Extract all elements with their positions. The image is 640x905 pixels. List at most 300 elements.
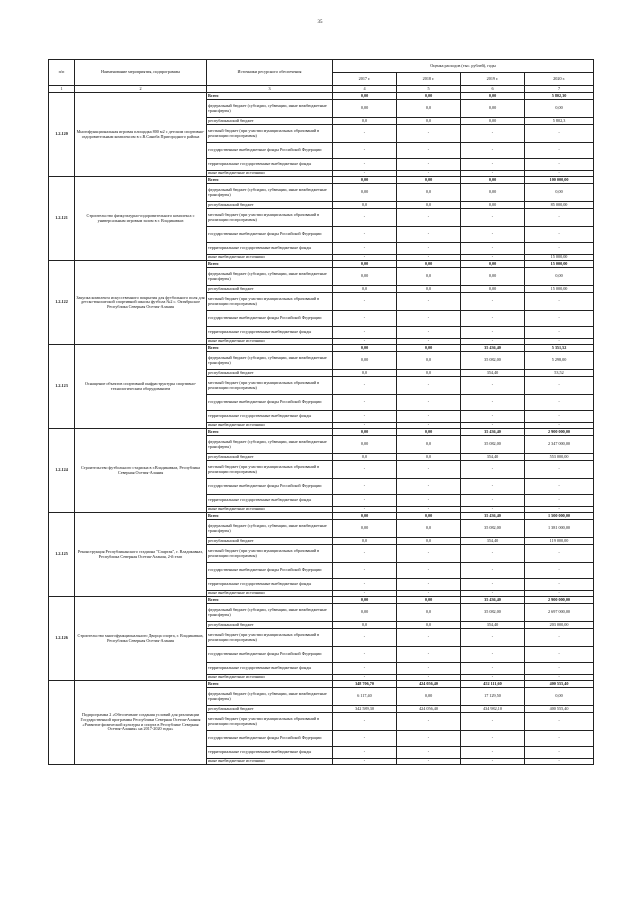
amount-cell: 434 982,10 <box>461 706 525 713</box>
amount-cell: - <box>397 545 461 563</box>
amount-cell: 0,0 <box>333 538 397 545</box>
amount-cell: 100 000,00 <box>525 177 594 184</box>
amount-cell: - <box>461 243 525 255</box>
item-name: Подпрограмма 2 «Обеспечение создания условий для реализации Государственной программы Республики Северная Осетия-Алания «Развитие физической культуры и спорта в Республике Северная Осетия-Алания» на 2017-2020 годы» <box>75 681 207 765</box>
amount-cell: 0,00 <box>461 261 525 268</box>
amount-cell: - <box>333 209 397 227</box>
amount-cell: - <box>397 629 461 647</box>
funding-source: федеральный бюджет (субсидии, субвенции, иные межбюджетные трансферты) <box>207 268 333 286</box>
amount-cell: 0,00 <box>333 597 397 604</box>
item-name: Строительство многофункционального Дворца спорта, г. Владикавказ, Республика Северная Осетия-Алания <box>75 597 207 681</box>
funding-source: федеральный бюджет (субсидии, субвенции, иные межбюджетные трансферты) <box>207 604 333 622</box>
funding-source: территориальные государственные внебюджетные фонды <box>207 495 333 507</box>
amount-cell: - <box>397 507 461 513</box>
funding-source: местный бюджет (при участии муниципальных образований в реализации госпрограммы) <box>207 713 333 731</box>
amount-cell: - <box>461 423 525 429</box>
funding-source: республиканский бюджет <box>207 538 333 545</box>
item-name: Реконструкция Республиканского стадиона "Спартак", г. Владикавказ, Республика Северная Осетия-Алания, 2-й этап <box>75 513 207 597</box>
funding-source: территориальные государственные внебюджетные фонды <box>207 747 333 759</box>
amount-cell: - <box>333 495 397 507</box>
funding-source: республиканский бюджет <box>207 706 333 713</box>
amount-cell: - <box>333 227 397 243</box>
funding-source: местный бюджет (при участии муниципальных образований в реализации госпрограммы) <box>207 461 333 479</box>
amount-cell: - <box>461 731 525 747</box>
amount-cell: 0,00 <box>397 177 461 184</box>
amount-cell: - <box>397 731 461 747</box>
amount-cell: - <box>525 143 594 159</box>
amount-cell: - <box>397 563 461 579</box>
amount-cell: - <box>397 171 461 177</box>
amount-cell: 0,0 <box>333 286 397 293</box>
amount-cell: 0,00 <box>461 202 525 209</box>
amount-cell: 400 555,40 <box>525 681 594 688</box>
amount-cell: - <box>397 255 461 261</box>
amount-cell: 553 000,00 <box>525 454 594 461</box>
funding-source: территориальные государственные внебюджетные фонды <box>207 243 333 255</box>
amount-cell: 0,0 <box>397 202 461 209</box>
amount-cell: 0,0 <box>397 370 461 377</box>
funding-source: Всего <box>207 177 333 184</box>
funding-source: республиканский бюджет <box>207 286 333 293</box>
amount-cell: 0,00 <box>397 513 461 520</box>
amount-cell: 0,00 <box>461 177 525 184</box>
amount-cell: - <box>461 171 525 177</box>
amount-cell: 203 000,00 <box>525 622 594 629</box>
table-row-total <box>49 177 594 184</box>
budget-table <box>48 59 594 765</box>
amount-cell: - <box>397 209 461 227</box>
amount-cell: 348 706,70 <box>333 681 397 688</box>
amount-cell: - <box>461 327 525 339</box>
amount-cell: 15 000,00 <box>525 286 594 293</box>
amount-cell: 0,00 <box>525 184 594 202</box>
amount-cell: 0,00 <box>333 604 397 622</box>
funding-source: иные внебюджетные источники <box>207 423 333 429</box>
amount-cell: - <box>461 759 525 765</box>
amount-cell: - <box>397 675 461 681</box>
item-number: 1.2.126 <box>49 597 75 681</box>
amount-cell: 0,00 <box>461 118 525 125</box>
amount-cell: 2 900 000,00 <box>525 429 594 436</box>
amount-cell: - <box>333 629 397 647</box>
amount-cell: - <box>525 731 594 747</box>
amount-cell: 0,00 <box>333 520 397 538</box>
amount-cell: 0,0 <box>333 118 397 125</box>
amount-cell: - <box>525 629 594 647</box>
amount-cell: 35 082,00 <box>461 436 525 454</box>
funding-source: государственные внебюджетные фонды Российской Федерации <box>207 311 333 327</box>
amount-cell: - <box>333 675 397 681</box>
funding-source: территориальные государственные внебюджетные фонды <box>207 411 333 423</box>
funding-source: Всего <box>207 345 333 352</box>
item-name: Многофункциональная игровая площадка 800 м2 с детским спортивно-оздоровительным комплексом в с.В.Саниба Пригородного района <box>75 93 207 177</box>
header-row <box>49 60 594 73</box>
amount-cell: 0,0 <box>397 184 461 202</box>
amount-cell: - <box>525 579 594 591</box>
amount-cell: - <box>333 411 397 423</box>
amount-cell: - <box>333 293 397 311</box>
funding-source: республиканский бюджет <box>207 454 333 461</box>
amount-cell: - <box>461 579 525 591</box>
amount-cell: 35 436,40 <box>461 597 525 604</box>
amount-cell: 35 082,00 <box>461 520 525 538</box>
amount-cell: - <box>525 227 594 243</box>
table-row-total <box>49 261 594 268</box>
amount-cell: - <box>333 423 397 429</box>
year-header: 2017 г. <box>333 73 397 86</box>
amount-cell: - <box>461 647 525 663</box>
amount-cell: - <box>525 663 594 675</box>
amount-cell: - <box>397 159 461 171</box>
amount-cell: 0,0 <box>397 286 461 293</box>
amount-cell: 0,00 <box>461 286 525 293</box>
amount-cell: 15 000,00 <box>525 255 594 261</box>
amount-cell: 5 351,52 <box>525 345 594 352</box>
year-header: 2018 г. <box>397 73 461 86</box>
amount-cell: - <box>525 545 594 563</box>
amount-cell: - <box>461 507 525 513</box>
amount-cell: 452 111,60 <box>461 681 525 688</box>
funding-source: иные внебюджетные источники <box>207 171 333 177</box>
funding-source: территориальные государственные внебюджетные фонды <box>207 327 333 339</box>
amount-cell: - <box>461 461 525 479</box>
amount-cell: - <box>397 495 461 507</box>
amount-cell: 0,00 <box>397 429 461 436</box>
amount-cell: - <box>333 395 397 411</box>
amount-cell: 0,00 <box>397 345 461 352</box>
amount-cell: - <box>397 395 461 411</box>
index-cell: 4 <box>333 86 397 93</box>
amount-cell: - <box>333 713 397 731</box>
amount-cell: - <box>525 293 594 311</box>
amount-cell: 35 436,40 <box>461 345 525 352</box>
amount-cell: 6 117,40 <box>333 688 397 706</box>
funding-source: местный бюджет (при участии муниципальных образований в реализации госпрограммы) <box>207 125 333 143</box>
amount-cell: 354,40 <box>461 370 525 377</box>
amount-cell: - <box>525 411 594 423</box>
amount-cell: - <box>397 461 461 479</box>
amount-cell: - <box>461 377 525 395</box>
amount-cell: - <box>461 411 525 423</box>
amount-cell: - <box>333 663 397 675</box>
amount-cell: 0,00 <box>333 429 397 436</box>
amount-cell: 35 436,40 <box>461 429 525 436</box>
amount-cell: - <box>333 507 397 513</box>
amount-cell: - <box>461 255 525 261</box>
amount-cell: - <box>461 545 525 563</box>
amount-cell: - <box>525 563 594 579</box>
amount-cell: 0,00 <box>461 93 525 100</box>
amount-cell: 0,0 <box>397 268 461 286</box>
amount-cell: 0,00 <box>333 261 397 268</box>
year-header: 2020 г. <box>525 73 594 86</box>
amount-cell: 0,00 <box>333 436 397 454</box>
amount-cell: - <box>333 579 397 591</box>
amount-cell: 0,0 <box>333 370 397 377</box>
amount-cell: - <box>461 293 525 311</box>
funding-source: Всего <box>207 429 333 436</box>
amount-cell: - <box>333 339 397 345</box>
amount-cell: 0,00 <box>525 268 594 286</box>
amount-cell: - <box>461 629 525 647</box>
amount-cell: - <box>333 647 397 663</box>
funding-source: иные внебюджетные источники <box>207 255 333 261</box>
amount-cell: - <box>397 663 461 675</box>
funding-source: иные внебюджетные источники <box>207 339 333 345</box>
amount-cell: 2 900 000,00 <box>525 597 594 604</box>
amount-cell: - <box>461 311 525 327</box>
amount-cell: 0,00 <box>397 597 461 604</box>
funding-source: иные внебюджетные источники <box>207 759 333 765</box>
amount-cell: - <box>397 339 461 345</box>
amount-cell: - <box>525 675 594 681</box>
amount-cell: - <box>397 713 461 731</box>
funding-source: государственные внебюджетные фонды Российской Федерации <box>207 647 333 663</box>
amount-cell: 0,00 <box>525 688 594 706</box>
amount-cell: 5 802,30 <box>525 93 594 100</box>
item-name: Оснащение объектов спортивной инфраструктуры спортивно-технологическим оборудованием <box>75 345 207 429</box>
amount-cell: - <box>525 713 594 731</box>
amount-cell: 424 056,40 <box>397 681 461 688</box>
amount-cell: 1 500 000,00 <box>525 513 594 520</box>
index-cell: 5 <box>397 86 461 93</box>
amount-cell: 354,40 <box>461 454 525 461</box>
amount-cell: 35 436,40 <box>461 513 525 520</box>
index-row <box>49 86 594 93</box>
amount-cell: 5 802,3 <box>525 118 594 125</box>
table-row-total <box>49 345 594 352</box>
amount-cell: - <box>397 243 461 255</box>
amount-cell: 0,00 <box>333 513 397 520</box>
funding-source: иные внебюджетные источники <box>207 675 333 681</box>
amount-cell: 0,00 <box>461 268 525 286</box>
table-row-total <box>49 597 594 604</box>
amount-cell: - <box>461 479 525 495</box>
amount-cell: - <box>525 747 594 759</box>
amount-cell: - <box>333 545 397 563</box>
amount-cell: - <box>525 243 594 255</box>
item-number: 1.2.122 <box>49 261 75 345</box>
amount-cell: - <box>333 159 397 171</box>
table-row-total <box>49 681 594 688</box>
item-number: 1.2.124 <box>49 429 75 513</box>
amount-cell: - <box>397 377 461 395</box>
funding-source: территориальные государственные внебюджетные фонды <box>207 579 333 591</box>
amount-cell: - <box>333 461 397 479</box>
amount-cell: 0,00 <box>333 268 397 286</box>
amount-cell: - <box>333 731 397 747</box>
amount-cell: - <box>525 125 594 143</box>
funding-source: государственные внебюджетные фонды Российской Федерации <box>207 563 333 579</box>
item-name: Строительство футбольного стадиона в г.Владикавказ, Республика Северная Осетия-Алания <box>75 429 207 513</box>
amount-cell: - <box>461 339 525 345</box>
amount-cell: 5 298,00 <box>525 352 594 370</box>
amount-cell: - <box>333 311 397 327</box>
amount-cell: 0,0 <box>397 604 461 622</box>
table-row-total <box>49 429 594 436</box>
amount-cell: 0,0 <box>397 352 461 370</box>
amount-cell: 424 056,40 <box>397 706 461 713</box>
index-cell: 1 <box>49 86 75 93</box>
amount-cell: - <box>525 759 594 765</box>
funding-source: местный бюджет (при участии муниципальных образований в реализации госпрограммы) <box>207 377 333 395</box>
amount-cell: - <box>333 747 397 759</box>
amount-cell: 0,00 <box>397 93 461 100</box>
amount-cell: - <box>525 377 594 395</box>
funding-source: федеральный бюджет (субсидии, субвенции, иные межбюджетные трансферты) <box>207 688 333 706</box>
item-number: 1.2.123 <box>49 345 75 429</box>
amount-cell: - <box>525 159 594 171</box>
index-cell: 6 <box>461 86 525 93</box>
funding-source: федеральный бюджет (субсидии, субвенции, иные межбюджетные трансферты) <box>207 184 333 202</box>
amount-cell: 0,00 <box>525 100 594 118</box>
item-number: 1.2.125 <box>49 513 75 597</box>
amount-cell: - <box>461 143 525 159</box>
amount-cell: - <box>461 395 525 411</box>
funding-source: иные внебюджетные источники <box>207 507 333 513</box>
amount-cell: 0,00 <box>333 184 397 202</box>
amount-cell: 0,00 <box>461 184 525 202</box>
funding-source: республиканский бюджет <box>207 118 333 125</box>
amount-cell: - <box>461 563 525 579</box>
amount-cell: 0,00 <box>333 177 397 184</box>
funding-source: государственные внебюджетные фонды Российской Федерации <box>207 731 333 747</box>
amount-cell: 342 589,30 <box>333 706 397 713</box>
funding-source: территориальные государственные внебюджетные фонды <box>207 663 333 675</box>
amount-cell: - <box>525 209 594 227</box>
amount-cell: - <box>397 423 461 429</box>
funding-source: местный бюджет (при участии муниципальных образований в реализации госпрограммы) <box>207 209 333 227</box>
funding-source: Всего <box>207 597 333 604</box>
year-header: 2019 г. <box>461 73 525 86</box>
amount-cell: 354,40 <box>461 622 525 629</box>
amount-cell: - <box>333 327 397 339</box>
item-number: 1.2.121 <box>49 177 75 261</box>
funding-source: федеральный бюджет (субсидии, субвенции, иные межбюджетные трансферты) <box>207 100 333 118</box>
amount-cell: - <box>397 647 461 663</box>
amount-cell: 0,0 <box>333 454 397 461</box>
amount-cell: 85 000,00 <box>525 202 594 209</box>
funding-source: республиканский бюджет <box>207 622 333 629</box>
amount-cell: - <box>397 747 461 759</box>
amount-cell: 0,00 <box>461 100 525 118</box>
amount-cell: - <box>525 423 594 429</box>
amount-cell: - <box>333 377 397 395</box>
table-row-total <box>49 513 594 520</box>
amount-cell: - <box>525 461 594 479</box>
amount-cell: - <box>397 125 461 143</box>
col-num-header: п/п <box>49 60 75 86</box>
amount-cell: 0,00 <box>333 352 397 370</box>
amount-cell: - <box>397 759 461 765</box>
funding-source: государственные внебюджетные фонды Российской Федерации <box>207 395 333 411</box>
amount-cell: - <box>333 243 397 255</box>
funding-source: государственные внебюджетные фонды Российской Федерации <box>207 479 333 495</box>
amount-cell: - <box>397 479 461 495</box>
amount-cell: - <box>461 675 525 681</box>
amount-cell: 0,00 <box>333 100 397 118</box>
funding-source: иные внебюджетные источники <box>207 591 333 597</box>
amount-cell: - <box>461 747 525 759</box>
amount-cell: - <box>333 255 397 261</box>
amount-cell: - <box>461 125 525 143</box>
amount-cell: - <box>461 663 525 675</box>
amount-cell: 0,0 <box>397 436 461 454</box>
amount-cell: - <box>397 411 461 423</box>
table-row-total <box>49 93 594 100</box>
funding-source: местный бюджет (при участии муниципальных образований в реализации госпрограммы) <box>207 293 333 311</box>
amount-cell: - <box>525 327 594 339</box>
table-body <box>49 93 594 765</box>
funding-source: республиканский бюджет <box>207 370 333 377</box>
col-name-header: Наименование мероприятия, подпрограммы <box>75 60 207 86</box>
amount-cell: 15 000,00 <box>525 261 594 268</box>
amount-cell: - <box>333 143 397 159</box>
funding-source: местный бюджет (при участии муниципальных образований в реализации госпрограммы) <box>207 545 333 563</box>
amount-cell: - <box>397 591 461 597</box>
funding-source: Всего <box>207 93 333 100</box>
funding-source: государственные внебюджетные фонды Российской Федерации <box>207 227 333 243</box>
amount-cell: 35 082,00 <box>461 352 525 370</box>
amount-cell: - <box>525 479 594 495</box>
amount-cell: - <box>525 507 594 513</box>
amount-cell: - <box>333 171 397 177</box>
amount-cell: - <box>333 759 397 765</box>
amount-cell: 354,40 <box>461 538 525 545</box>
amount-cell: 17 129,50 <box>461 688 525 706</box>
amount-cell: 0,00 <box>397 688 461 706</box>
amount-cell: 0,0 <box>397 520 461 538</box>
amount-cell: 53,52 <box>525 370 594 377</box>
amount-cell: - <box>461 227 525 243</box>
amount-cell: 0,00 <box>397 261 461 268</box>
amount-cell: 35 082,00 <box>461 604 525 622</box>
funding-source: федеральный бюджет (субсидии, субвенции, иные межбюджетные трансферты) <box>207 520 333 538</box>
item-name: Закупка комплекта искусственного покрытия для футбольного поля для детско-юношеской спортивной школы футбола №2 с. Октябрьское Республика Северная Осетия-Алания <box>75 261 207 345</box>
amount-cell: - <box>525 395 594 411</box>
amount-cell: 0,0 <box>397 538 461 545</box>
index-cell: 7 <box>525 86 594 93</box>
amount-cell: - <box>333 563 397 579</box>
amount-cell: - <box>525 591 594 597</box>
amount-cell: 0,0 <box>397 100 461 118</box>
funding-source: территориальные государственные внебюджетные фонды <box>207 159 333 171</box>
amount-cell: - <box>333 125 397 143</box>
amount-cell: 119 000,00 <box>525 538 594 545</box>
amount-cell: - <box>333 591 397 597</box>
amount-cell: 2 347 000,00 <box>525 436 594 454</box>
amount-cell: 0,0 <box>397 622 461 629</box>
amount-cell: - <box>397 143 461 159</box>
col-estimate-header: Оценка расходов (тыс. рублей), годы <box>333 60 594 73</box>
amount-cell: - <box>525 495 594 507</box>
amount-cell: - <box>397 579 461 591</box>
amount-cell: - <box>461 209 525 227</box>
funding-source: государственные внебюджетные фонды Российской Федерации <box>207 143 333 159</box>
amount-cell: 0,00 <box>333 93 397 100</box>
index-cell: 3 <box>207 86 333 93</box>
amount-cell: 0,0 <box>333 202 397 209</box>
amount-cell: - <box>397 227 461 243</box>
amount-cell: - <box>397 327 461 339</box>
funding-source: федеральный бюджет (субсидии, субвенции, иные межбюджетные трансферты) <box>207 352 333 370</box>
amount-cell: 0,00 <box>333 345 397 352</box>
item-name: Строительство физкультурно-оздоровительного комплекса с универсальным игровым залом в г. Владикавказ <box>75 177 207 261</box>
amount-cell: - <box>525 339 594 345</box>
index-cell: 2 <box>75 86 207 93</box>
funding-source: местный бюджет (при участии муниципальных образований в реализации госпрограммы) <box>207 629 333 647</box>
amount-cell: - <box>461 495 525 507</box>
